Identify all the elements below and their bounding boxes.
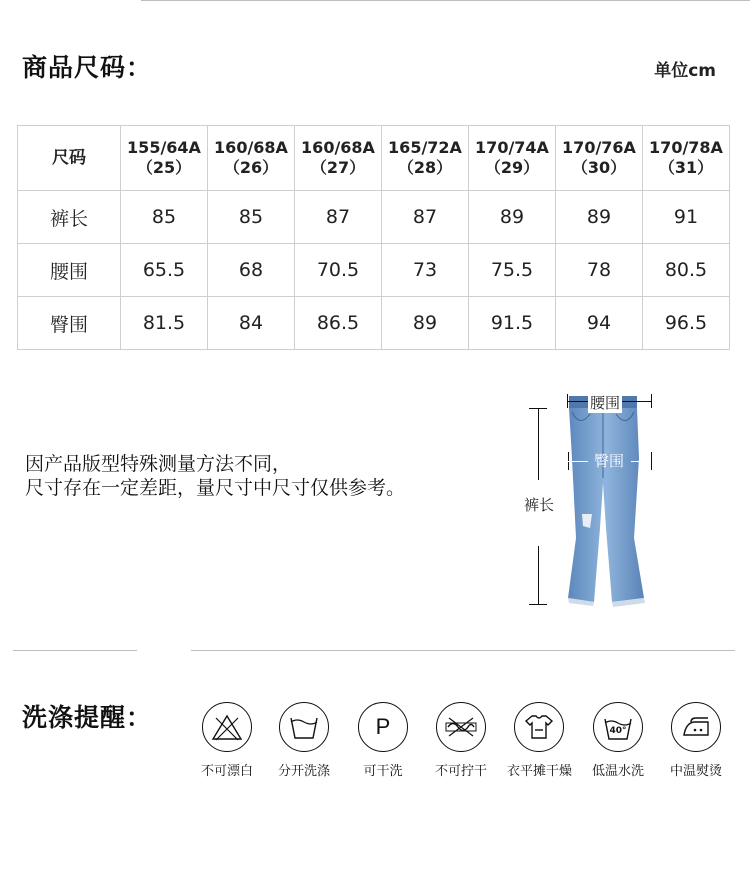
size-column-header (382, 126, 469, 191)
table-cell: 73 (382, 244, 469, 297)
size-value: 160/68A (214, 138, 288, 157)
size-code: （29） (484, 158, 540, 177)
table-cell: 91 (643, 191, 730, 244)
size-code: （31） (658, 158, 714, 177)
no-wring-icon (436, 702, 486, 752)
table-cell: 70.5 (295, 244, 382, 297)
table-cell: 85 (208, 191, 295, 244)
table-cell: 87 (382, 191, 469, 244)
care-label: 不可漂白 (200, 764, 253, 779)
size-code: （30） (571, 158, 627, 177)
length-label: 裤长 (524, 496, 555, 514)
care-label: 分开洗涤 (277, 764, 330, 779)
measurement-figure (520, 388, 660, 618)
table-cell: 87 (295, 191, 382, 244)
care-item-medium-iron (664, 702, 728, 779)
care-item-dry-clean (351, 702, 415, 779)
section-divider-left (13, 650, 137, 651)
size-table-header-row (18, 126, 730, 191)
table-row (18, 191, 730, 244)
care-label: 不可拧干 (434, 764, 487, 779)
no-bleach-icon (202, 702, 252, 752)
size-value: 170/78A (649, 138, 723, 157)
note-line-1: 因产品版型特殊测量方法不同， (25, 453, 292, 475)
waist-label: 腰围 (590, 394, 621, 412)
measurement-note (25, 452, 405, 500)
size-value: 155/64A (127, 138, 201, 157)
size-column-header (556, 126, 643, 191)
size-value: 160/68A (301, 138, 375, 157)
table-cell: 81.5 (121, 297, 208, 350)
care-label: 衣平摊干燥 (507, 764, 573, 779)
table-cell: 80.5 (643, 244, 730, 297)
table-cell: 89 (469, 191, 556, 244)
size-code: （28） (397, 158, 453, 177)
care-item-low-temp-wash (586, 702, 650, 779)
row-label: 裤长 (18, 191, 121, 244)
table-cell: 84 (208, 297, 295, 350)
table-cell: 89 (556, 191, 643, 244)
size-column-header (643, 126, 730, 191)
table-cell: 65.5 (121, 244, 208, 297)
table-cell: 94 (556, 297, 643, 350)
table-cell: 96.5 (643, 297, 730, 350)
size-code: （27） (310, 158, 366, 177)
size-code: （26） (223, 158, 279, 177)
low-temp-wash-icon (593, 702, 643, 752)
size-section-title: 商品尺码： (22, 53, 153, 82)
temperature-glyph: 40° (609, 726, 627, 736)
table-cell: 68 (208, 244, 295, 297)
size-column-header (295, 126, 382, 191)
row-label: 腰围 (18, 244, 121, 297)
row-label: 臀围 (18, 297, 121, 350)
hip-label: 臀围 (594, 452, 625, 470)
table-cell: 75.5 (469, 244, 556, 297)
care-item-no-bleach (195, 702, 259, 779)
dry-flat-icon (514, 702, 564, 752)
note-line-2: 尺寸存在一定差距，量尺寸中尺寸仅供参考。 (25, 477, 406, 499)
table-row (18, 297, 730, 350)
table-cell: 85 (121, 191, 208, 244)
unit-label: 单位cm (654, 61, 716, 81)
size-column-header (469, 126, 556, 191)
table-cell: 78 (556, 244, 643, 297)
care-item-no-wring (429, 702, 493, 779)
size-column-header (121, 126, 208, 191)
wash-separately-icon (279, 702, 329, 752)
size-code: （25） (136, 158, 192, 177)
size-value: 170/76A (562, 138, 636, 157)
care-label: 中温熨烫 (669, 764, 722, 779)
table-cell: 86.5 (295, 297, 382, 350)
section-divider-right (191, 650, 735, 651)
medium-iron-icon (671, 702, 721, 752)
dry-clean-glyph: P (375, 714, 391, 739)
care-label: 可干洗 (363, 764, 403, 779)
table-row (18, 244, 730, 297)
care-item-dry-flat (507, 702, 571, 779)
table-cell: 89 (382, 297, 469, 350)
table-cell: 91.5 (469, 297, 556, 350)
size-value: 165/72A (388, 138, 462, 157)
size-table (17, 125, 730, 350)
care-label: 低温水洗 (591, 764, 644, 779)
size-value: 170/74A (475, 138, 549, 157)
dry-clean-icon (358, 702, 408, 752)
size-column-header (208, 126, 295, 191)
top-divider (141, 0, 750, 1)
care-section-title: 洗涤提醒： (22, 703, 153, 732)
header-label: 尺码 (18, 126, 121, 191)
care-item-wash-separately (272, 702, 336, 779)
